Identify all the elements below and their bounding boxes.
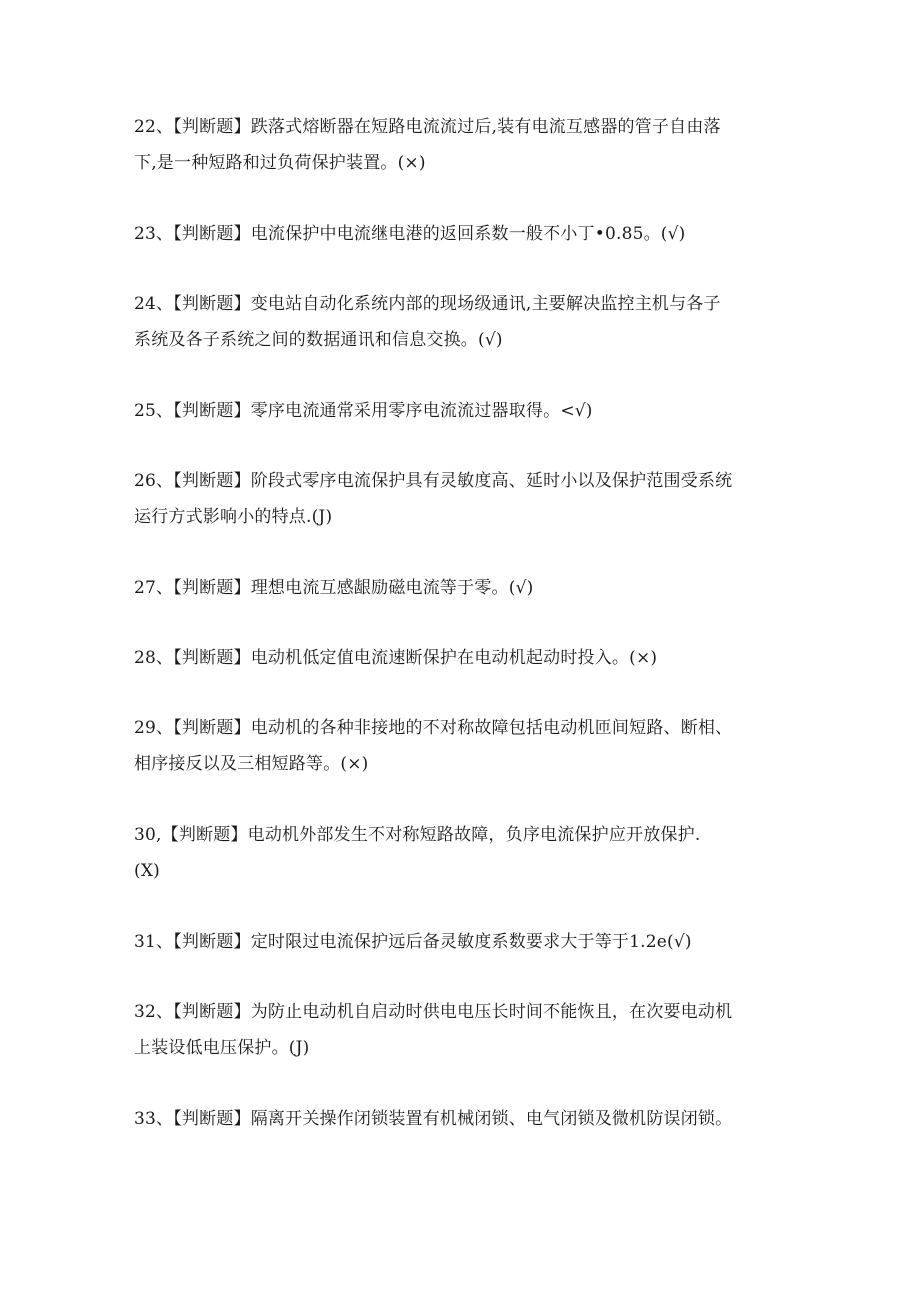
question-line: 相序接反以及三相短路等。(×) (134, 754, 369, 774)
question-32 (134, 994, 794, 1066)
question-line: 28、【判断题】电动机低定值电流速断保护在电动机起动时投入。(×) (134, 648, 658, 668)
question-line: 30,【判断题】电动机外部发生不对称短路故障，负序电流保护应开放保护. (134, 825, 701, 845)
question-line: 上装设低电压保护。(J) (134, 1038, 310, 1058)
question-line: 24、【判断题】变电站自动化系统内部的现场级通讯,主要解决监控主机与各子 (134, 294, 721, 314)
question-line: 32、【判断题】为防止电动机自启动时供电电压长时间不能恢且，在次要电动机 (134, 1002, 733, 1022)
question-line: 系统及各子系统之间的数据通讯和信息交换。(√) (134, 330, 503, 350)
question-22 (134, 109, 794, 181)
question-25 (134, 393, 794, 429)
question-line: 29、【判断题】电动机的各种非接地的不对称故障包括电动机匝间短路、断相、 (134, 718, 733, 738)
question-line: 31、【判断题】定时限过电流保护远后备灵敏度系数要求大于等于1.2e(√) (134, 932, 692, 952)
question-line: 22、【判断题】跌落式熔断器在短路电流流过后,装有电流互感器的管子自由落 (134, 117, 721, 137)
question-line: 下,是一种短路和过负荷保护装置。(×) (134, 153, 426, 173)
question-line: 运行方式影响小的特点.(J) (134, 507, 333, 527)
question-28 (134, 640, 794, 676)
question-line: 25、【判断题】零序电流通常采用零序电流流过器取得。<√) (134, 401, 593, 421)
question-26 (134, 463, 794, 535)
question-33 (134, 1101, 794, 1137)
question-27 (134, 570, 794, 606)
question-line: (X) (134, 861, 160, 881)
question-line: 27、【判断题】理想电流互感龈励磁电流等于零。(√) (134, 578, 534, 598)
question-29 (134, 710, 794, 782)
question-line: 23、【判断题】电流保护中电流继电港的返回系数一般不小丁•0.85。(√) (134, 224, 686, 244)
question-line: 26、【判断题】阶段式零序电流保护具有灵敏度高、延时小以及保护范围受系统 (134, 471, 733, 491)
question-line: 33、【判断题】隔离开关操作闭锁装置有机械闭锁、电气闭锁及微机防误闭锁。 (134, 1109, 733, 1129)
question-31 (134, 924, 794, 960)
question-24 (134, 286, 794, 358)
question-30 (134, 817, 794, 889)
question-23 (134, 216, 794, 252)
